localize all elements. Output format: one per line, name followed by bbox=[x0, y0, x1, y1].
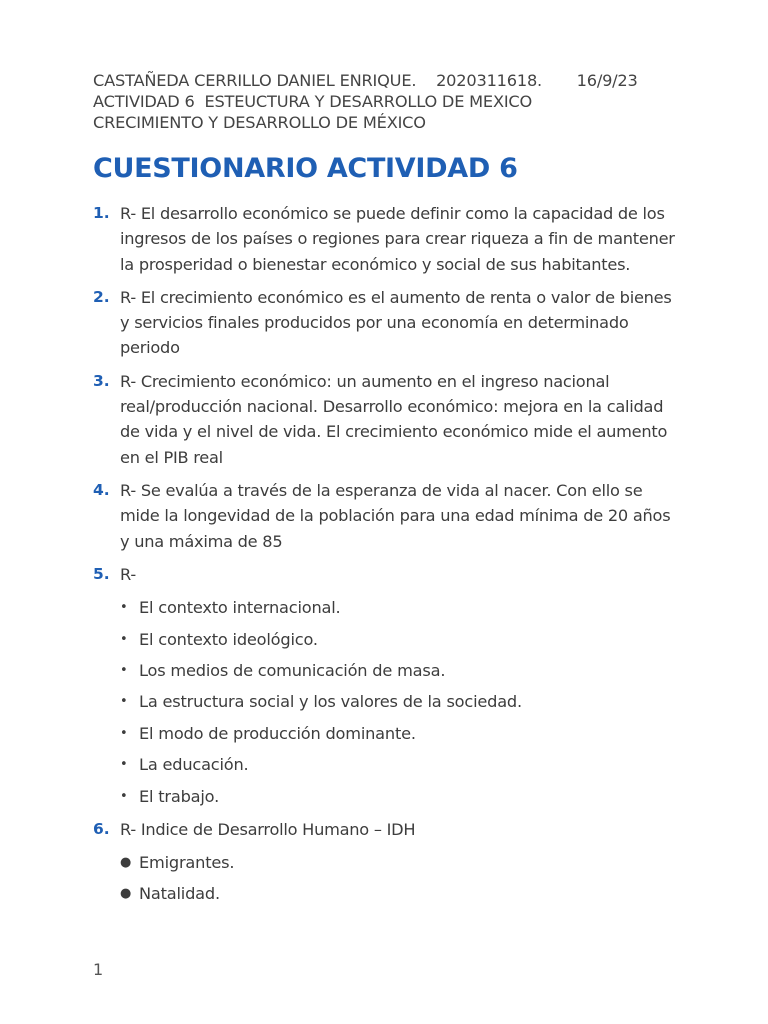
header-activity-line: ACTIVIDAD 6 ESTEUCTURA Y DESARROLLO DE MEXICO bbox=[93, 92, 533, 111]
question-4 bbox=[93, 478, 683, 554]
page-number: 1 bbox=[93, 960, 104, 979]
page-title: CUESTIONARIO ACTIVIDAD 6 bbox=[93, 153, 518, 184]
question-answer: R- bbox=[120, 564, 136, 584]
question-5 bbox=[93, 562, 683, 809]
list-item: • El modo de producción dominante. bbox=[120, 721, 683, 746]
list-item: ● Emigrantes. bbox=[120, 850, 683, 875]
list-item: • El contexto internacional. bbox=[120, 595, 683, 620]
list-item: • Los medios de comunicación de masa. bbox=[120, 658, 683, 683]
question-number: 1. bbox=[93, 204, 110, 222]
bullet-icon: • bbox=[120, 694, 128, 710]
question-answer: R- Indice de Desarrollo Humano – IDH bbox=[120, 819, 416, 839]
question-answer: R- El desarrollo económico se puede definir como la capacidad de los ingresos de los países o regiones para crear riqueza a fin de mantener la prosperidad o bienestar económico y social de sus habitantes. bbox=[120, 204, 675, 274]
bullet-icon: • bbox=[120, 600, 128, 616]
question-number: 2. bbox=[93, 287, 110, 306]
list-item: ● Natalidad. bbox=[120, 881, 683, 906]
list-item: • El trabajo. bbox=[120, 784, 683, 809]
question-3 bbox=[93, 369, 683, 470]
bullet-icon: • bbox=[120, 757, 128, 773]
question-answer: R- Crecimiento económico: un aumento en el ingreso nacional real/producción nacional. Desarrollo económico: mejora en la calidad de vida y el nivel de vida. El crecimiento económico mide el aumento en el PIB real bbox=[120, 371, 668, 467]
question-list bbox=[93, 201, 683, 906]
question-2 bbox=[93, 285, 683, 361]
list-item: • La estructura social y los valores de la sociedad. bbox=[120, 689, 683, 714]
question-number: 3. bbox=[93, 371, 110, 390]
question-answer: R- El crecimiento económico es el aumento de renta o valor de bienes y servicios finales producidos por una economía en determinado periodo bbox=[120, 287, 672, 358]
question-1 bbox=[93, 201, 683, 277]
question-6 bbox=[93, 817, 683, 907]
bullet-icon: • bbox=[120, 788, 128, 804]
bullet-list bbox=[120, 595, 683, 808]
list-item: • La educación. bbox=[120, 752, 683, 777]
question-number: 4. bbox=[93, 480, 110, 499]
bullet-list bbox=[120, 850, 683, 906]
bullet-icon: ● bbox=[120, 854, 132, 870]
header-course-line: CRECIMIENTO Y DESARROLLO DE MÉXICO bbox=[93, 113, 426, 132]
document-page bbox=[93, 70, 683, 914]
question-answer: R- Se evalúa a través de la esperanza de vida al nacer. Con ello se mide la longevidad de la población para una edad mínima de 20 años y una máxima de 85 bbox=[120, 480, 671, 551]
header-student-line: CASTAÑEDA CERRILLO DANIEL ENRIQUE. 2020311618. 16/9/23 bbox=[93, 71, 638, 90]
bullet-icon: • bbox=[120, 662, 128, 678]
bullet-icon: ● bbox=[120, 886, 132, 902]
bullet-icon: • bbox=[120, 631, 128, 647]
bullet-icon: • bbox=[120, 725, 128, 741]
question-number: 5. bbox=[93, 564, 110, 583]
list-item: • El contexto ideológico. bbox=[120, 627, 683, 652]
question-number: 6. bbox=[93, 819, 110, 838]
